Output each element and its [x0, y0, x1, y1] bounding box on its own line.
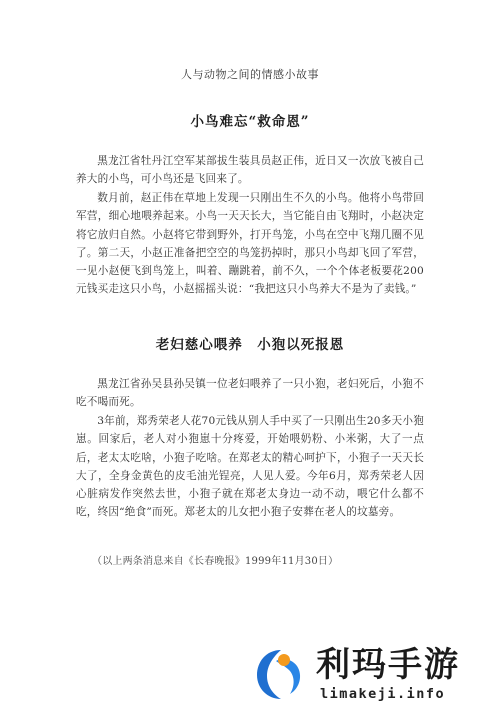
story-2-paragraph-2: 3年前，郑秀荣老人花70元钱从别人手中买了一只刚出生20多天小狍崽。回家后，老人对小狍崽十分疼爱，开始喂奶粉、小米粥，大了一点后，老太太吃啥，小狍子吃啥。在郑老太的精心呵护下，小狍子一天天长大了，全身金黄色的皮毛油光锃亮，人见人爱。今年6月，郑秀荣老人因心脏病发作突然去世，小狍子就在郑老太身边一动不动，喂它什么都不吃，终因“绝食”而死。郑老太的儿女把小狍子安葬在老人的坟墓旁。: [76, 415, 424, 519]
story-1-title: 小鸟难忘“救命恩”: [190, 114, 310, 130]
brand-url: limakeji.info: [320, 686, 446, 702]
story-2-paragraph-1: 黑龙江省孙吴县孙吴镇一位老妇喂养了一只小狍，老妇死后，小狍不吃不喝而死。: [76, 378, 424, 409]
source-note: （以上两条消息来自《长春晚报》1999年11月30日）: [92, 556, 339, 567]
story-1-paragraph-1: 黑龙江省牡丹江空军某部拔生装具员赵正伟，近日又一次放飞被自己养大的小鸟，可小鸟还是飞回来了。: [76, 155, 424, 186]
story-2-title: 老妇慈心喂养 小狍以死报恩: [155, 337, 345, 353]
brand-logo-icon: [254, 646, 308, 702]
brand-text: 利玛手游: [316, 645, 460, 685]
watermark-logo: [254, 644, 490, 704]
story-1-paragraph-2: 数月前，赵正伟在草地上发现一只刚出生不久的小鸟。他将小鸟带回军营，细心地喂养起来。小鸟一天天长大，当它能自由飞翔时，小赵决定将它放归自然。小赵将它带到野外，打开鸟笼，小鸟在空中飞翔几圈不见了。第二天，小赵正准备把空空的鸟笼扔掉时，那只小鸟却飞回了军营，一见小赵便飞到鸟笼上，叫着、蹦跳着，前不久，一个个体老板要花200元钱买走这只小鸟，小赵摇摇头说：“我把这只小鸟养大不是为了卖钱。”: [76, 192, 424, 296]
document-title: 人与动物之间的情感小故事: [181, 68, 319, 81]
